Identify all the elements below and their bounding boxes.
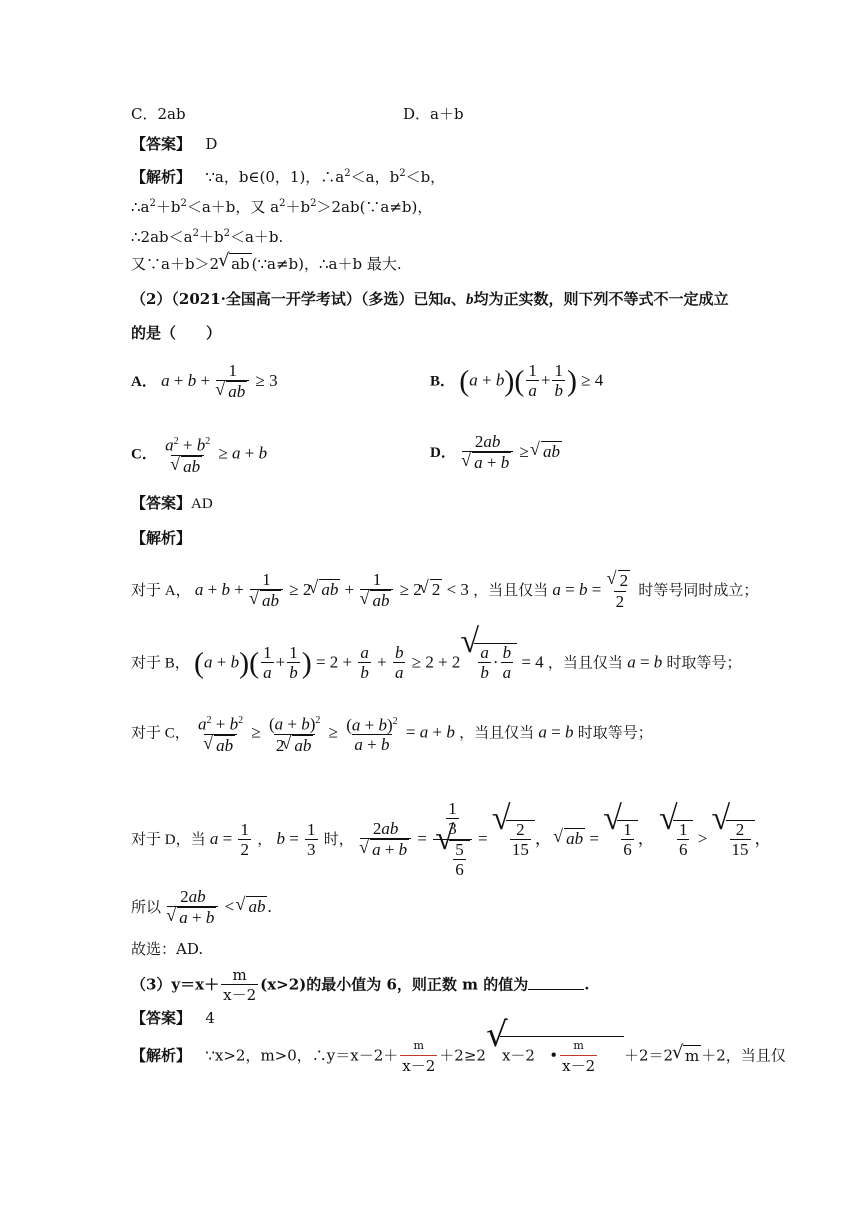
explanation-3: 【解析】 ∵x>2，m>0，∴y＝x－2＋ $\frac{m}{x-2}$ ＋2≥2√ x－2 • $\frac{m}{x-2}$ ＋2＝2√ m ＋2，当且仅 <box>131 1036 786 1076</box>
choose-line: 故选：AD. <box>131 940 204 958</box>
option-b: B． (a + b)( $\frac{1}{a}$ + $\frac{1}{b}$ ) ≥ 4 <box>430 361 604 400</box>
option-c: C． $a^2 + b^2$ √ ab ≥ a + b <box>131 433 267 477</box>
explanation-for-d: 对于 D，当 a = $\frac{1}{2}$ ， b = $\frac{1}{3}$ 时， 2ab √ a + b = $\frac{1}{3}$ √ $\frac{5}{6}$ = √ $\frac{2}{15}$ ， √ ab = √ $\frac{1}{6}$ ， √ $\frac{1}{6}$ > √ $\frac{2}{15}$ ， <box>131 800 772 880</box>
question-2-line-2: 的是（ ） <box>131 324 222 342</box>
answer-2: 【答案】AD <box>131 494 213 512</box>
answer-label: 【答案】 <box>131 135 192 153</box>
option-c-prev: C．2ab <box>131 105 186 123</box>
explanation-1-line-3: $\therefore 2ab<a^2+b^2<a+b$. <box>131 228 284 246</box>
question-2-line-1: （2）（2021·全国高一开学考试）（多选）已知a、b均为正实数，则下列不等式不一定成立 <box>131 290 729 308</box>
option-d-prev: D．a＋b <box>403 105 464 123</box>
explanation-for-c: 对于 C， $a^2 + b^2$ √ ab ≥ $\frac{(a + b)^2}{2√ ab}$ ≥ $\frac{(a + b)^2}{a + b}$ = a + b ，当且仅当 a = b 时取等号； <box>131 712 653 756</box>
explanation-1-line-1: 【解析】 ∵a，b∈(0，1)，$\therefore a^2<a$，$b^2<b$， <box>131 168 446 186</box>
explanation-label: 【解析】 <box>131 168 192 186</box>
question-3: （3）y＝x＋ $\frac{m}{x-2}$ (x>2)的最小值为 6，则正数 m 的值为 . <box>131 966 590 1004</box>
option-d: D． 2ab √ a + b ≥ √ ab <box>430 433 562 473</box>
option-a: A． a + b + 1 √ ab ≥ 3 <box>131 362 278 402</box>
explanation-2-label: 【解析】 <box>131 529 192 547</box>
answer-3: 【答案】 4 <box>131 1009 215 1027</box>
answer-1 <box>131 133 217 155</box>
explanation-for-b: 对于 B， (a + b)( $\frac{1}{a}$ + $\frac{1}{b}$ ) = 2 + $\frac{a}{b}$ + $\frac{b}{a}$ ≥ 2 + 2 √ $\frac{a}{b}$ · $\frac{b}{a}$ = 4 ，当且仅当 a = b 时取等号； <box>131 643 742 683</box>
answer-value: D <box>205 135 218 153</box>
explanation-conclusion: 所以 2ab √ a + b < √ ab . <box>131 888 272 928</box>
explanation-1-line-4: 又∵a＋b＞2√ ab (∵a≠b)，∴a＋b 最大. <box>131 253 402 275</box>
answer-blank <box>528 975 584 990</box>
explanation-for-a: 对于 A， a + b + 1 √ ab ≥ 2√ ab + 1 √ ab ≥ 2√ 2 < 3 ，当且仅当 a = b = √ $\frac{2}{2}$ 时等号同时成立； <box>131 570 758 612</box>
explanation-1-line-2: $\therefore a^2+b^2<a+b$，又 $a^2+b^2>2ab(\because a\ne b)$， <box>131 198 433 216</box>
